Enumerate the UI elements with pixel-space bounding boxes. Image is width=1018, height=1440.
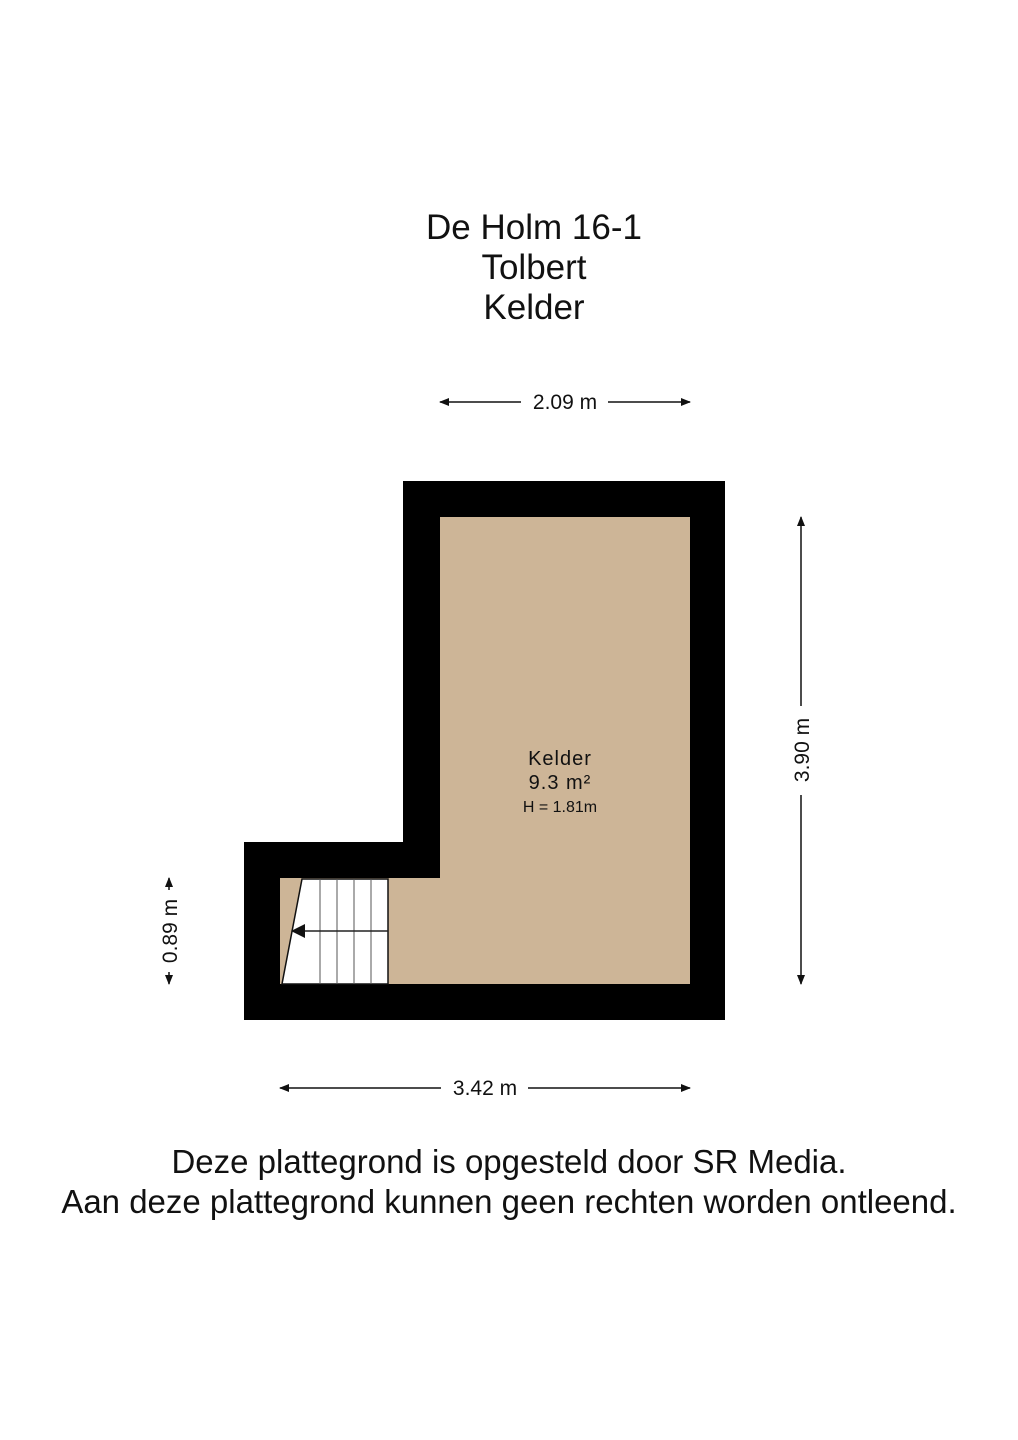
room-name: Kelder [528,748,592,770]
disclaimer [0,1142,1018,1222]
dimension-label-left: 0.89 m [159,898,182,964]
floor-name: Kelder [483,288,585,327]
dimension-bottom [280,1077,690,1100]
dimension-label-top: 2.09 m [532,391,598,414]
dimension-label-right: 3.90 m [791,717,814,783]
room-area: 9.3 m² [528,772,592,794]
disclaimer-line-1: Deze plattegrond is opgesteld door SR Media. [171,1143,847,1180]
owner-name: Tolbert [481,248,587,287]
dimension-left [159,878,182,984]
dimension-label-bottom: 3.42 m [452,1077,518,1100]
room-height: H = 1.81m [522,799,598,816]
dimension-right [791,517,814,984]
address-title: De Holm 16-1 [426,208,642,247]
room-label [523,748,597,816]
disclaimer-line-2: Aan deze plattegrond kunnen geen rechten worden ontleend. [61,1183,957,1220]
dimension-top [440,391,690,414]
